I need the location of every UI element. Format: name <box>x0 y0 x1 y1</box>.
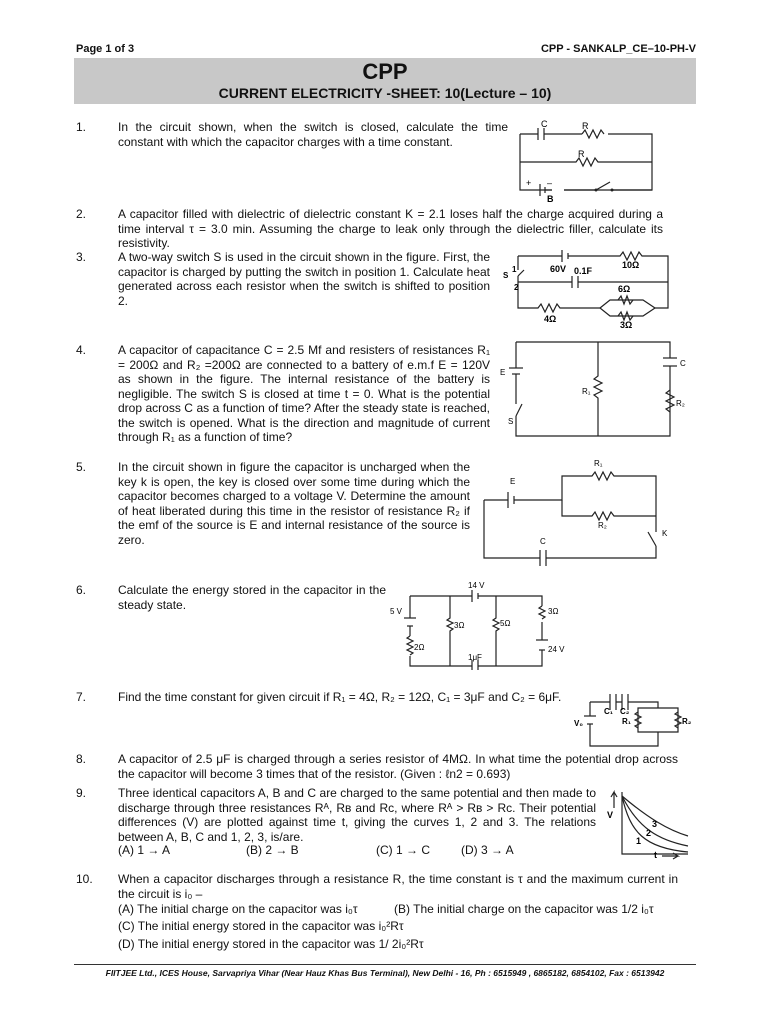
question-text: A two-way switch S is used in the circuit shown in the figure. First, the capacitor is charged by putting the switch in position 1. Calculate heat generated across each resistor when the switch is shifted to position 2. <box>118 250 490 308</box>
q1-label-plus: + <box>526 178 532 188</box>
page-number: Page 1 of 3 <box>76 43 135 55</box>
q5-label-e: E <box>510 477 516 486</box>
question-text: A capacitor filled with dielectric of dielectric constant K = 2.1 loses half the charge acquired during a time interval τ = 3.0 min. Assuming the charge to leak only through the dielectric filler, calculate its resistivity. <box>118 207 663 250</box>
question-number: 1. <box>76 120 87 134</box>
footer-address: FIITJEE Ltd., ICES House, Sarvapriya Vihar (Near Hauz Khas Bus Terminal), New Delhi - 16, Ph : 6515949 , 6865182, 6854102, Fax : 6513942 <box>105 968 665 978</box>
q7-label-r1: R₁ <box>622 717 632 726</box>
question-number: 3. <box>76 250 87 264</box>
q4-label-s: S <box>508 417 514 426</box>
option-b: (B) The initial charge on the capacitor was 1/2 i₀τ <box>394 902 654 916</box>
q3-label-cap: 0.1F <box>574 266 593 276</box>
q6-label-r2: 2Ω <box>414 643 425 652</box>
option-b: (B) 2 → B <box>246 843 299 857</box>
question-number: 4. <box>76 343 87 357</box>
question-text: When a capacitor discharges through a resistance R, the time constant is τ and the maximum current in the circuit is i₀ – <box>118 872 678 901</box>
q5-circuit-diagram <box>480 456 680 568</box>
title-banner <box>74 58 696 104</box>
question-number: 7. <box>76 690 87 704</box>
question-number: 10. <box>76 872 93 886</box>
q3-label-r6: 6Ω <box>618 284 631 294</box>
q4-label-e: E <box>500 368 506 377</box>
q3-label-r4: 4Ω <box>544 314 557 324</box>
option-c: (C) The initial energy stored in the capacitor was i₀²Rτ <box>118 919 404 933</box>
q6-label-v14: 14 V <box>468 581 485 590</box>
q9-label-v: V <box>607 810 614 820</box>
question-text: A capacitor of 2.5 μF is charged through a series resistor of 4MΩ. In what time the potential drop across the capacitor will become 3 times that of the resistor. (Given : ℓn2 = 0.693) <box>118 752 678 781</box>
q4-label-c: C <box>680 359 686 368</box>
q3-label-v: 60V <box>550 264 567 274</box>
q4-circuit-diagram <box>500 338 690 442</box>
q1-circuit-diagram <box>512 118 662 204</box>
question-number: 6. <box>76 583 87 597</box>
q9-label-t: t <box>654 850 657 860</box>
banner-title: CPP <box>362 59 408 84</box>
question-number: 9. <box>76 786 87 800</box>
q3-label-r10: 10Ω <box>622 260 640 270</box>
q1-label-r1: R <box>582 121 589 131</box>
q3-label-p2: 2 <box>514 283 519 292</box>
question-number: 2. <box>76 207 87 221</box>
q7-label-c2: C₂ <box>620 707 630 716</box>
question-number: 8. <box>76 752 87 766</box>
q6-label-v5: 5 V <box>390 607 403 616</box>
footer-divider <box>74 964 696 965</box>
q3-circuit-diagram <box>500 246 680 332</box>
q7-label-v0: V₀ <box>574 719 583 728</box>
banner-subtitle: CURRENT ELECTRICITY -SHEET: 10(Lecture – 10) <box>218 85 552 101</box>
q9-label-curve2: 2 <box>646 828 652 838</box>
q5-label-r2: R₂ <box>598 521 607 530</box>
question-number: 5. <box>76 460 87 474</box>
question-text: Calculate the energy stored in the capacitor in the steady state. <box>118 583 386 612</box>
q7-circuit-diagram <box>574 686 694 752</box>
q5-label-r1: R₁ <box>594 459 603 468</box>
q3-label-p1: 1 <box>512 265 517 274</box>
q7-label-r2: R₂ <box>682 717 692 726</box>
q5-label-k: K <box>662 529 668 538</box>
q6-label-r5: 5Ω <box>500 619 511 628</box>
q7-label-c1: C₁ <box>604 707 614 716</box>
sheet-code: CPP - SANKALP_CE–10-PH-V <box>540 43 696 55</box>
q6-label-cap: 1μF <box>468 653 482 662</box>
q3-label-s: S <box>503 271 509 280</box>
q4-label-r2: R₂ <box>676 399 685 408</box>
q1-label-c: C <box>541 119 548 129</box>
option-d: (D) The initial energy stored in the capacitor was 1/ 2i₀²Rτ <box>118 937 424 951</box>
question-text: In the circuit shown, when the switch is closed, calculate the time constant with which the capacitor charges with a time constant. <box>118 120 508 149</box>
q6-label-r3b: 3Ω <box>548 607 559 616</box>
q9-label-curve1: 1 <box>636 836 642 846</box>
q4-label-r1: R₁ <box>582 387 591 396</box>
q6-label-r3a: 3Ω <box>454 621 465 630</box>
option-a: (A) The initial charge on the capacitor was i₀τ <box>118 902 358 916</box>
q6-label-v24: 24 V <box>548 645 565 654</box>
option-c: (C) 1 → C <box>376 843 430 857</box>
option-a: (A) 1 → A <box>118 843 171 857</box>
q9-label-curve3: 3 <box>652 819 658 829</box>
option-d: (D) 3 → A <box>461 843 514 857</box>
question-text: Find the time constant for given circuit if R₁ = 4Ω, R₂ = 12Ω, C₁ = 3μF and C₂ = 6μF. <box>118 690 562 704</box>
question-text: In the circuit shown in figure the capacitor is uncharged when the key k is open, the key is closed over some time during which the capacitor becomes charged to a voltage V. Determine the amount of heat liberated during this time in the resistor of resistance R₂ if the emf of the source is E and internal resistance of the source is zero. <box>118 460 470 547</box>
q1-label-b: B <box>547 194 554 204</box>
q1-label-minus: – <box>547 178 553 188</box>
question-text: Three identical capacitors A, B and C are charged to the same potential and then made to discharge through three resistances Rᴬ, Rʙ and Rᴄ, where Rᴬ > Rʙ > Rᴄ. Their potential differences (V) are plotted against time t, giving the curves 1, 2 and 3. The relations between A, B, C and 1, 2, 3, is/are. <box>118 786 596 844</box>
q5-label-c: C <box>540 537 546 546</box>
q9-graph <box>604 782 694 862</box>
q1-label-r2: R <box>578 149 585 159</box>
q3-label-r3: 3Ω <box>620 320 633 330</box>
question-text: A capacitor of capacitance C = 2.5 Mf and resisters of resistances R₁ = 200Ω and R₂ =200Ω are connected to a battery of e.m.f E = 120V as shown in the figure. The internal resistance of the battery is negligible. The switch S is closed at time t = 0. What is the potential drop across C as a function of time? After the steady state is reached, the switch is opened. What is the direction and magnitude of current through R₁ as a function of time? <box>118 343 490 444</box>
q6-circuit-diagram <box>380 578 580 670</box>
